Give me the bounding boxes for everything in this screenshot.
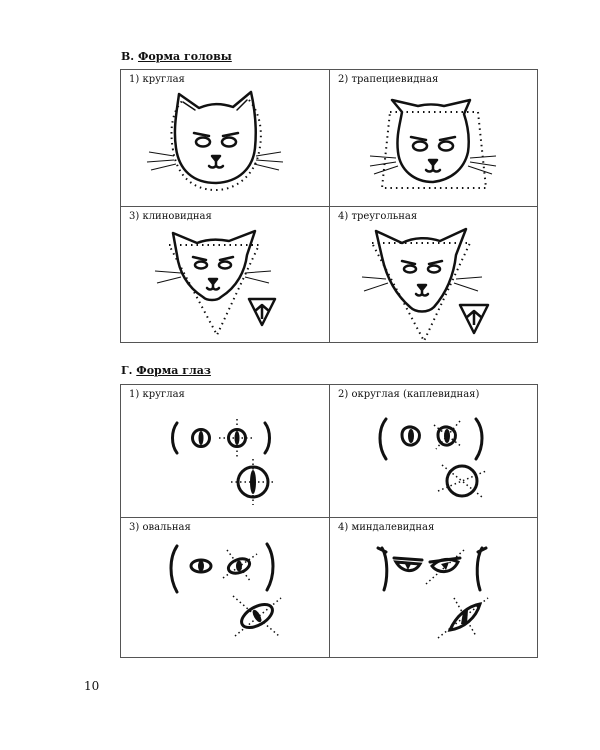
eye-shape-cell-oval [121, 518, 329, 658]
section-title-text: Форма головы [137, 50, 232, 63]
cell-label: 1) круглая [129, 389, 185, 400]
cell-label: 2) округлая (каплевидная) [338, 389, 480, 400]
cell-label: 3) клиновидная [129, 211, 212, 222]
cell-label: 2) трапециевидная [338, 74, 439, 85]
head-shape-cell-round [121, 70, 329, 206]
section-title-eye-shape [121, 364, 211, 377]
cell-label: 4) миндалевидная [338, 522, 435, 533]
eye-shape-cell-almond [330, 518, 538, 658]
head-shape-cell-triangular [330, 207, 538, 343]
section-title-head-shape [121, 50, 232, 63]
head-shape-cell-trapezoid [330, 70, 538, 206]
trapezoid-head-icon [330, 70, 538, 206]
round-head-icon [121, 70, 329, 206]
page-number: 10 [84, 679, 100, 693]
eye-shape-cell-round [121, 385, 329, 517]
head-shape-cell-wedge [121, 207, 329, 343]
eye-shape-table [120, 384, 538, 658]
triangular-head-icon [330, 207, 538, 343]
droplet-eyes-icon [330, 385, 538, 517]
section-title-text: Форма глаз [136, 364, 211, 377]
section-letter: В. [121, 50, 135, 63]
cell-label: 3) овальная [129, 522, 191, 533]
round-eyes-icon [121, 385, 329, 517]
cell-label: 1) круглая [129, 74, 185, 85]
eye-shape-cell-droplet [330, 385, 538, 517]
wedge-head-icon [121, 207, 329, 343]
head-shape-table [120, 69, 538, 343]
almond-eyes-icon [330, 518, 538, 658]
cell-label: 4) треугольная [338, 211, 418, 222]
section-letter: Г. [121, 364, 133, 377]
oval-eyes-icon [121, 518, 329, 658]
